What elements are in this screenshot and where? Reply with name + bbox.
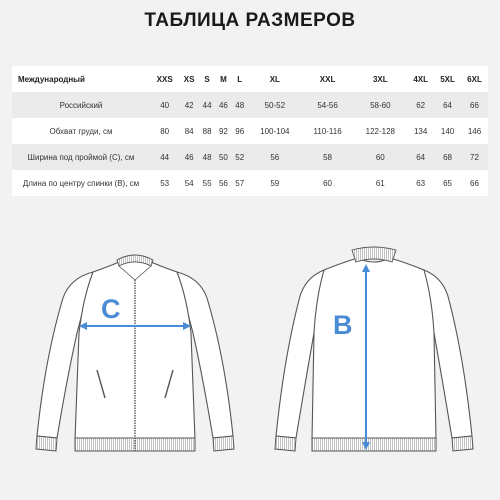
- table-cell: 55: [202, 178, 212, 188]
- size-column-header: XXS: [156, 74, 173, 84]
- table-cell: 52: [235, 152, 245, 162]
- size-column-header: L: [237, 74, 243, 84]
- table-cell: 46: [184, 152, 194, 162]
- table-cell: 88: [202, 126, 212, 136]
- table-cell: 110-116: [313, 126, 342, 136]
- size-column-header: XL: [269, 74, 280, 84]
- table-cell: 66: [470, 100, 479, 110]
- table-cell: 63: [416, 178, 426, 188]
- table-row: [12, 170, 488, 196]
- size-column-header: XXL: [319, 74, 336, 84]
- table-cell: 72: [470, 152, 479, 162]
- table-cell: 64: [416, 152, 426, 162]
- table-cell: 44: [202, 100, 212, 110]
- table-cell: 66: [470, 178, 479, 188]
- page-title: ТАБЛИЦА РАЗМЕРОВ: [144, 10, 356, 31]
- table-cell: 96: [235, 126, 245, 136]
- table-cell: 84: [184, 126, 194, 136]
- header-label: Международный: [18, 74, 85, 84]
- table-row: [12, 144, 488, 170]
- size-column-header: S: [204, 74, 210, 84]
- chest-width-letter: C: [101, 294, 121, 324]
- jacket-front-figure: [15, 238, 255, 488]
- table-cell: 53: [160, 178, 170, 188]
- table-cell: 57: [235, 178, 245, 188]
- jacket-front-drawing: [15, 238, 255, 488]
- size-column-header: 6XL: [467, 74, 482, 84]
- table-cell: 58-60: [370, 100, 391, 110]
- table-cell: 44: [160, 152, 170, 162]
- size-column-header: 4XL: [413, 74, 428, 84]
- table-cell: 80: [160, 126, 170, 136]
- size-column-header: M: [220, 74, 227, 84]
- table-cell: 59: [270, 178, 280, 188]
- table-cell: 56: [218, 178, 228, 188]
- size-table: [12, 66, 488, 196]
- row-label: Ширина под проймой (С), см: [27, 152, 135, 162]
- row-label: Обхват груди, см: [49, 126, 113, 136]
- table-cell: 146: [467, 126, 482, 136]
- table-cell: 100-104: [260, 126, 290, 136]
- table-cell: 68: [443, 152, 452, 162]
- table-cell: 134: [413, 126, 428, 136]
- table-cell: 46: [218, 100, 228, 110]
- table-cell: 48: [235, 100, 245, 110]
- table-row: [12, 118, 488, 144]
- table-cell: 61: [375, 178, 385, 188]
- table-cell: 60: [323, 178, 333, 188]
- jacket-back-figure: [254, 238, 494, 488]
- table-cell: 58: [323, 152, 333, 162]
- table-cell: 54: [184, 178, 194, 188]
- size-table-header-row: [12, 66, 488, 92]
- size-column-header: 3XL: [372, 74, 388, 84]
- row-label: Российский: [59, 100, 103, 110]
- table-cell: 60: [375, 152, 385, 162]
- table-cell: 54-56: [317, 100, 338, 110]
- table-cell: 40: [160, 100, 170, 110]
- table-cell: 56: [270, 152, 280, 162]
- table-row: [12, 92, 488, 118]
- table-cell: 62: [416, 100, 426, 110]
- table-cell: 50-52: [264, 100, 286, 110]
- table-cell: 50: [218, 152, 228, 162]
- table-cell: 64: [443, 100, 452, 110]
- table-cell: 42: [184, 100, 194, 110]
- size-column-header: 5XL: [440, 74, 455, 84]
- back-length-letter: B: [333, 310, 353, 340]
- size-column-header: XS: [183, 74, 195, 84]
- table-cell: 92: [218, 126, 228, 136]
- table-cell: 140: [440, 126, 455, 136]
- table-cell: 65: [443, 178, 452, 188]
- table-cell: 122-128: [365, 126, 395, 136]
- jacket-back-drawing: [254, 238, 494, 488]
- row-label: Длина по центру спинки (В), см: [22, 178, 140, 188]
- table-cell: 48: [202, 152, 212, 162]
